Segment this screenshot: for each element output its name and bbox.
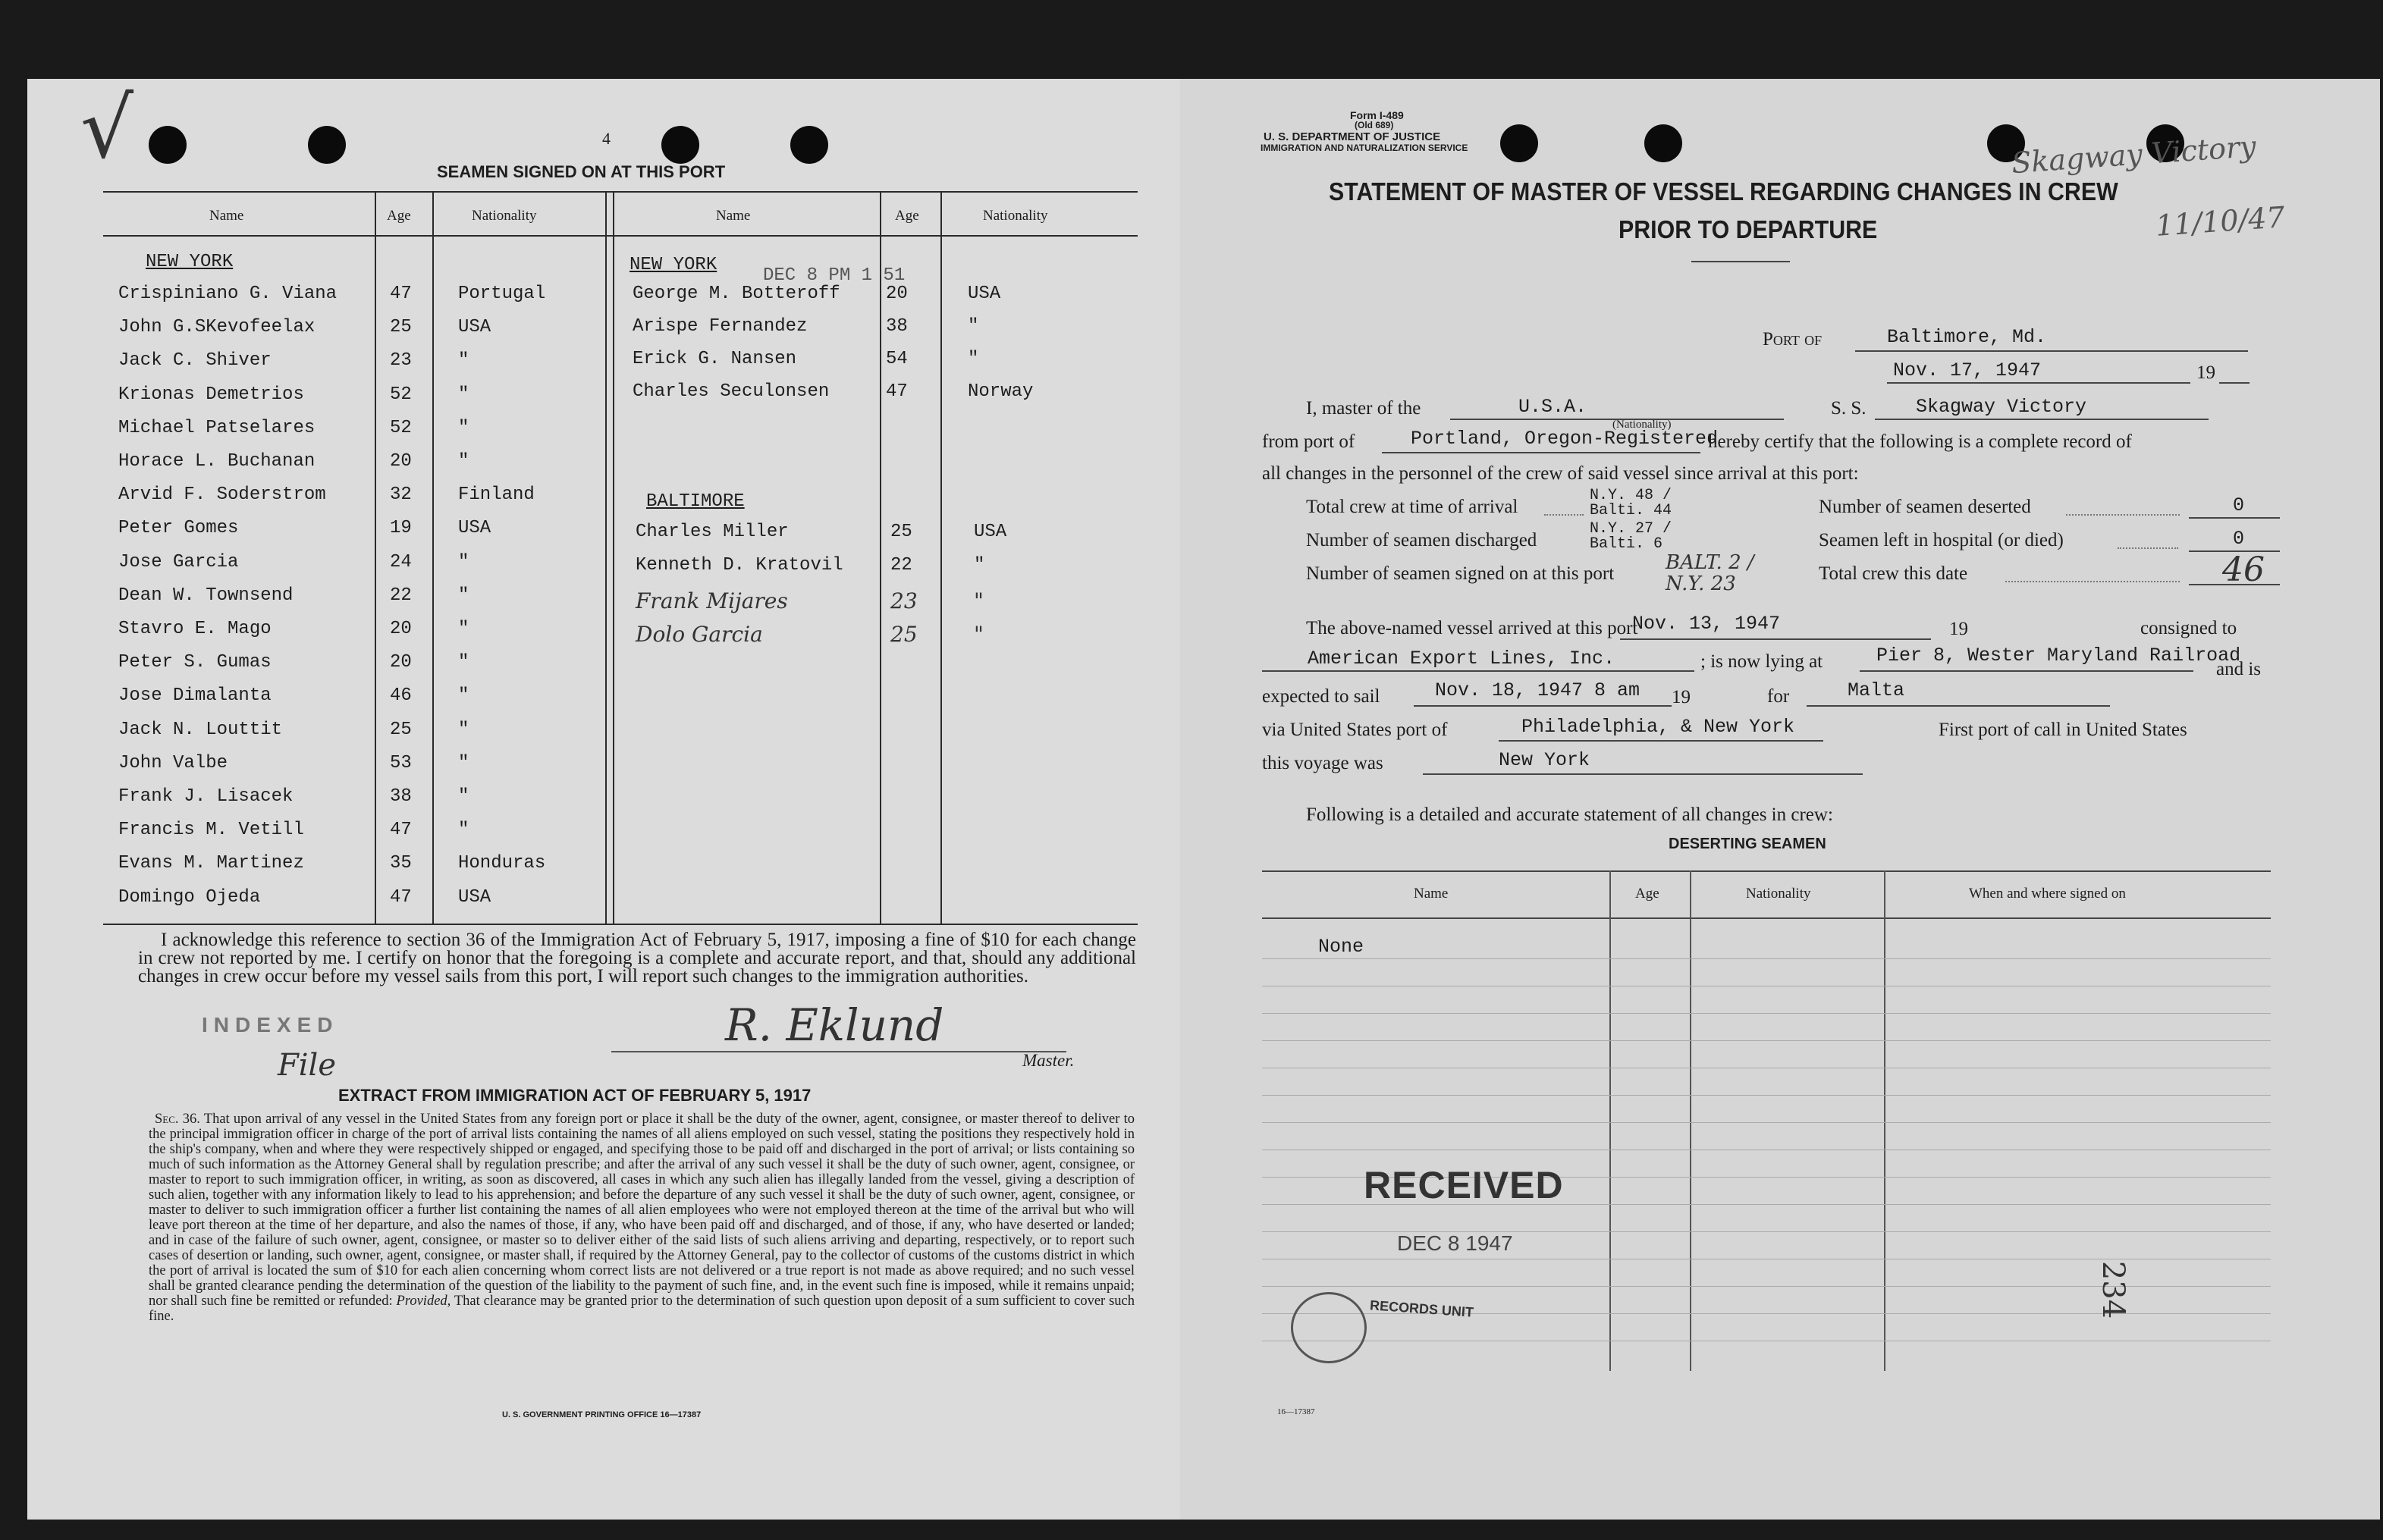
from-port-value: Portland, Oregon-Registered	[1411, 428, 1719, 450]
crew-age: 47	[390, 886, 412, 908]
seamen-signed-label: Number of seamen signed on at this port	[1306, 563, 1615, 584]
left-title: SEAMEN SIGNED ON AT THIS PORT	[437, 162, 726, 181]
crew-nationality: "	[968, 349, 979, 369]
crew-age: 25	[390, 719, 412, 740]
arrived-value: Nov. 13, 1947	[1632, 613, 1781, 635]
crew-name: Arispe Fernandez	[633, 316, 808, 337]
crew-name: Charles Seculonsen	[633, 381, 830, 402]
crew-age: 52	[390, 417, 412, 438]
date-suffix: 19	[2196, 362, 2215, 383]
crew-age: 32	[390, 485, 412, 506]
crew-name: Frank Mijares	[636, 588, 788, 613]
underline	[1499, 740, 1823, 742]
rule	[103, 235, 1138, 237]
header-nationality: Nationality	[983, 208, 1048, 224]
crew-name: John Valbe	[118, 752, 228, 773]
table-rule	[1262, 1013, 2271, 1014]
check-mark: √	[80, 80, 134, 177]
crew-nationality: "	[458, 551, 469, 572]
total-crew-date-label: Total crew this date	[1819, 563, 1968, 584]
table-header-when-where: When and where signed on	[1969, 886, 2126, 902]
underline	[2189, 517, 2280, 519]
crew-age: 46	[390, 685, 412, 707]
punch-hole	[308, 126, 346, 164]
extract-provided: Provided,	[396, 1294, 451, 1309]
deserted-label: Number of seamen deserted	[1819, 497, 2031, 517]
total-crew-arrival-label: Total crew at time of arrival	[1306, 497, 1518, 517]
extract-text	[149, 1112, 1135, 1324]
col1-header: NEW YORK	[146, 252, 234, 272]
received-stamp: RECEIVED	[1364, 1164, 1564, 1206]
right-title-2: PRIOR TO DEPARTURE	[1618, 215, 1878, 243]
ship-value: Skagway Victory	[1916, 396, 2087, 418]
table-rule	[1262, 1122, 2271, 1123]
crew-age: 23	[890, 588, 918, 613]
underline	[1382, 452, 1700, 453]
underline	[1414, 705, 1672, 707]
leader	[2005, 581, 2180, 582]
crew-nationality: Portugal	[458, 284, 546, 304]
punch-hole	[661, 126, 699, 164]
crew-name: Jose Garcia	[118, 551, 239, 572]
extract-title: EXTRACT FROM IMMIGRATION ACT OF FEBRUARY 5, 1917	[338, 1086, 812, 1105]
service-name: IMMIGRATION AND NATURALIZATION SERVICE	[1261, 143, 1468, 153]
crew-name: Dean W. Townsend	[118, 585, 294, 606]
rule	[432, 191, 434, 924]
records-circle	[1291, 1292, 1367, 1363]
crew-name: Peter Gomes	[118, 518, 239, 539]
crew-name: Jack C. Shiver	[118, 350, 272, 372]
consignee-value: American Export Lines, Inc.	[1308, 648, 1615, 670]
hospital-value: 0	[2233, 528, 2245, 550]
indexed-stamp: INDEXED	[202, 1013, 339, 1037]
crew-nationality: "	[458, 719, 469, 740]
following-text: Following is a detailed and accurate statement of all changes in crew:	[1306, 805, 1833, 825]
crew-nationality: Honduras	[458, 853, 546, 874]
crew-nationality: "	[458, 685, 469, 707]
underline	[1423, 773, 1863, 775]
seamen-signed-value: BALT. 2 / N.Y. 23	[1666, 551, 1754, 595]
dept-name: U. S. DEPARTMENT OF JUSTICE	[1264, 130, 1441, 143]
crew-nationality: USA	[458, 317, 491, 338]
crew-nationality: "	[458, 585, 469, 606]
ss-label: S. S.	[1831, 398, 1867, 419]
crew-age: 52	[390, 384, 412, 405]
acknowledge-text: I acknowledge this reference to section 36 of the Immigration Act of February 5, 1917, imposing a fine of $10 for each change in crew not reported by me. I certify on honor that the foregoing is a complete and accurate report, and that, should any additional changes in crew occur before my vessel sails from this port, I will report such changes to the immigration authorities.	[138, 930, 1136, 986]
crew-name: Dolo Garcia	[636, 622, 763, 647]
right-page	[1180, 79, 2380, 1520]
and-is: and is	[2216, 659, 2262, 679]
voyage-label: this voyage was	[1262, 753, 1383, 773]
underline	[1855, 350, 2248, 352]
rule	[1609, 870, 1611, 1371]
hospital-label: Seamen left in hospital (or died)	[1819, 530, 2064, 550]
crew-age: 20	[886, 284, 908, 304]
port-label: Port of	[1763, 329, 1823, 350]
crew-name: John G.SKevofeelax	[118, 317, 316, 338]
records-unit: RECORDS UNIT	[1369, 1297, 1474, 1320]
lying-value: Pier 8, Wester Maryland Railroad	[1876, 645, 2241, 666]
footer-code: 16—17387	[1277, 1407, 1315, 1416]
table-header-age: Age	[1635, 886, 1659, 902]
for-label: for	[1767, 686, 1790, 707]
header-age: Age	[387, 208, 411, 224]
voyage-value: New York	[1499, 749, 1590, 771]
crew-nationality: "	[458, 451, 469, 472]
crew-age: 23	[390, 350, 412, 372]
master-of-label: I, master of the	[1306, 398, 1421, 419]
table-rule	[1262, 958, 2271, 959]
crew-name: Krionas Demetrios	[118, 384, 304, 405]
crew-nationality: Norway	[968, 381, 1034, 402]
via-value: Philadelphia, & New York	[1521, 716, 1795, 738]
header-name: Name	[209, 208, 244, 224]
crew-nationality: "	[458, 786, 469, 807]
underline	[1887, 382, 2190, 384]
right-title-1: STATEMENT OF MASTER OF VESSEL REGARDING CHANGES IN CREW	[1329, 177, 2118, 205]
crew-age: 47	[886, 381, 908, 402]
crew-name: Jack N. Louttit	[118, 719, 283, 740]
header-nationality: Nationality	[472, 208, 537, 224]
crew-age: 25	[890, 522, 912, 542]
crew-age: 20	[390, 451, 412, 472]
crew-age: 22	[390, 585, 412, 606]
crew-age: 19	[390, 518, 412, 539]
col2-header-balt: BALTIMORE	[646, 491, 745, 512]
crew-nationality: USA	[968, 284, 1001, 304]
crew-name: Stavro E. Mago	[118, 619, 272, 639]
crew-nationality: Finland	[458, 485, 535, 506]
nationality-caption: (Nationality)	[1612, 419, 1672, 431]
table-header-name: Name	[1414, 886, 1449, 902]
col2-header-ny: NEW YORK	[630, 255, 717, 275]
first-port-label: First port of call in United States	[1939, 720, 2187, 740]
rule	[880, 191, 881, 924]
crew-nationality: "	[458, 384, 469, 405]
crew-name: Kenneth D. Kratovil	[636, 555, 843, 576]
crew-name: Crispiniano G. Viana	[118, 284, 338, 304]
arrived-label: The above-named vessel arrived at this port	[1306, 618, 1638, 638]
sail-value: Nov. 18, 1947 8 am	[1435, 679, 1640, 701]
via-label: via United States port of	[1262, 720, 1448, 740]
crew-nationality: "	[974, 622, 984, 647]
crew-name: Frank J. Lisacek	[118, 786, 294, 807]
leader	[1544, 514, 1584, 516]
crew-nationality: "	[458, 417, 469, 438]
rule	[103, 191, 1138, 193]
master-label: Master.	[1022, 1051, 1075, 1070]
crew-name: Peter S. Gumas	[118, 652, 272, 673]
crew-age: 54	[886, 349, 908, 369]
form-old: (Old 689)	[1355, 120, 1394, 130]
underline	[2189, 584, 2280, 585]
crew-name: Arvid F. Soderstrom	[118, 485, 326, 506]
left-page	[27, 79, 1195, 1520]
crew-name: Horace L. Buchanan	[118, 451, 316, 472]
crew-name: Francis M. Vetill	[118, 820, 304, 841]
crew-age: 53	[390, 752, 412, 773]
crew-nationality: USA	[458, 518, 491, 539]
crew-age: 38	[886, 316, 908, 337]
rule	[613, 191, 614, 924]
crew-age: 20	[390, 652, 412, 673]
leader	[2118, 547, 2178, 549]
crew-nationality: "	[974, 588, 984, 613]
table-rule	[1262, 1095, 2271, 1096]
underline	[1875, 419, 2209, 420]
rule	[1884, 870, 1885, 1371]
file-note: File	[278, 1048, 337, 1083]
rule	[1262, 917, 2271, 919]
crew-name: Jose Dimalanta	[118, 685, 272, 707]
received-date: DEC 8 1947	[1397, 1231, 1513, 1255]
title-rule	[1691, 261, 1790, 262]
punch-hole	[1644, 124, 1682, 162]
underline	[1620, 638, 1931, 640]
crew-age: 25	[890, 622, 918, 647]
table-first-row: None	[1318, 936, 1364, 958]
consigned-label: consigned to	[2140, 618, 2237, 638]
extract-body: That upon arrival of any vessel in the United States from any foreign port or place it shall be the duty of the owner, agent, consignee, or master thereof to deliver to the principal immigration officer in charge of the port of arrival lists containing the names of all aliens employed on such vessel, stating the positions they respectively hold in the ship's company, when and where they were respectively shipped or engaged, and specifying those to be paid off and discharged in the port of arrival; or lists containing so much of such information as the Attorney General shall by regulation prescribe; and after the arrival of any such vessel it shall be the duty of such owner, agent, consignee, or master to report to such immigration officer, in writing, as soon as discovered, all cases in which any such alien has illegally landed from the vessel, giving a description of such alien, together with any information likely to lead to his apprehension; and before the departure of any such vessel it shall be the duty of such owner, agent, consignee, or master to deliver to such immigration officer a further list containing the names of all alien employees who were not employed thereon at the time of the arrival but who will leave port thereon at the time of her departure, and also the names of those, if any, who have been paid off and discharged, and of those, if any, who have deserted or landed; and in case of the failure of such owner, agent, consignee, or master so to deliver either of the said lists of such aliens arriving and departing, respectively, or to report such cases of desertion or landing, such owner, agent, consignee, or master shall, if required by the Attorney General, pay to the collector of customs of the customs district in which the port of arrival is located the sum of $10 for each alien concerning whom correct lists are not delivered or a true report is not made as above required; and no such vessel shall be granted clearance pending the determination of the question of the liability to the payment of such fine, and, in the event such fine is imposed, while it remains unpaid; nor shall such fine be remitted or refunded:	[149, 1112, 1135, 1309]
crew-name: Domingo Ojeda	[118, 886, 261, 908]
table-rule	[1262, 1040, 2271, 1041]
punch-hole	[149, 126, 187, 164]
crew-name: Erick G. Nansen	[633, 349, 797, 369]
date-stamp: DEC 8 PM 1 51	[763, 265, 906, 286]
underline	[2219, 382, 2250, 384]
for-value: Malta	[1848, 679, 1905, 701]
crew-age: 38	[390, 786, 412, 807]
punch-hole	[1500, 124, 1538, 162]
rule	[375, 191, 376, 924]
from-port-label: from port of	[1262, 431, 1355, 452]
crew-name: George M. Botteroff	[633, 284, 840, 304]
crew-age: 22	[890, 555, 912, 576]
changes-text: all changes in the personnel of the crew of said vessel since arrival at this port:	[1262, 463, 1859, 484]
underline	[1262, 670, 1694, 672]
crew-nationality: "	[458, 820, 469, 841]
crew-age: 20	[390, 619, 412, 639]
underline	[1807, 705, 2110, 707]
crew-age: 24	[390, 551, 412, 572]
leader	[2066, 514, 2180, 516]
form-no: Form I-489	[1350, 109, 1404, 121]
sec-label: Sec. 36.	[155, 1112, 200, 1127]
crew-nationality: USA	[974, 522, 1007, 542]
punch-hole	[790, 126, 828, 164]
crew-age: 47	[390, 284, 412, 304]
lying-label: ; is now lying at	[1700, 651, 1823, 672]
crew-name: Michael Patselares	[118, 417, 316, 438]
stamp-number: 234	[2096, 1260, 2131, 1319]
crew-age: 47	[390, 820, 412, 841]
handwritten-date: 11/10/47	[2154, 200, 2286, 243]
crew-name: Evans M. Martinez	[118, 853, 304, 874]
rule	[1690, 870, 1691, 1371]
crew-nationality: USA	[458, 886, 491, 908]
certify-text: hereby certify that the following is a complete record of	[1708, 431, 2132, 452]
header-name: Name	[716, 208, 751, 224]
handwritten-ship: Skagway Victory	[2010, 129, 2257, 180]
crew-nationality: "	[974, 555, 985, 576]
crew-nationality: "	[458, 350, 469, 372]
sail-label: expected to sail	[1262, 686, 1380, 707]
crew-nationality: "	[458, 619, 469, 639]
date-value: Nov. 17, 1947	[1893, 359, 2042, 381]
deserting-title: DESERTING SEAMEN	[1669, 836, 1826, 852]
seamen-discharged-value: N.Y. 27 / Balti. 6	[1590, 520, 1672, 553]
crew-nationality: "	[458, 752, 469, 773]
crew-nationality: "	[968, 316, 979, 337]
crew-age: 35	[390, 853, 412, 874]
deserted-value: 0	[2233, 494, 2245, 516]
crew-nationality: "	[458, 652, 469, 673]
rule	[103, 924, 1138, 925]
nationality-value: U.S.A.	[1518, 396, 1587, 418]
crew-name: Charles Miller	[636, 522, 789, 542]
date-suffix: 19	[1949, 619, 1968, 639]
rule	[1262, 870, 2271, 872]
page-number: 4	[602, 129, 611, 148]
rule	[940, 191, 942, 924]
total-crew-arrival-value: N.Y. 48 / Balti. 44	[1590, 487, 1672, 519]
signature-line	[611, 1051, 1066, 1052]
underline	[1860, 670, 2193, 672]
port-value: Baltimore, Md.	[1887, 326, 2047, 348]
crew-age: 25	[390, 317, 412, 338]
seamen-discharged-label: Number of seamen discharged	[1306, 530, 1537, 550]
table-header-nationality: Nationality	[1746, 886, 1811, 902]
header-age: Age	[895, 208, 919, 224]
extract-end: That clearance may be granted prior to the determination of such question upon deposit of a sum sufficient to cover such fine.	[149, 1294, 1135, 1324]
printer-line: U. S. GOVERNMENT PRINTING OFFICE 16—17387	[502, 1410, 702, 1419]
rule	[605, 191, 607, 924]
signature: R. Eklund	[725, 999, 944, 1051]
date-suffix: 19	[1672, 687, 1691, 707]
total-crew-date-value: 46	[2222, 550, 2265, 589]
